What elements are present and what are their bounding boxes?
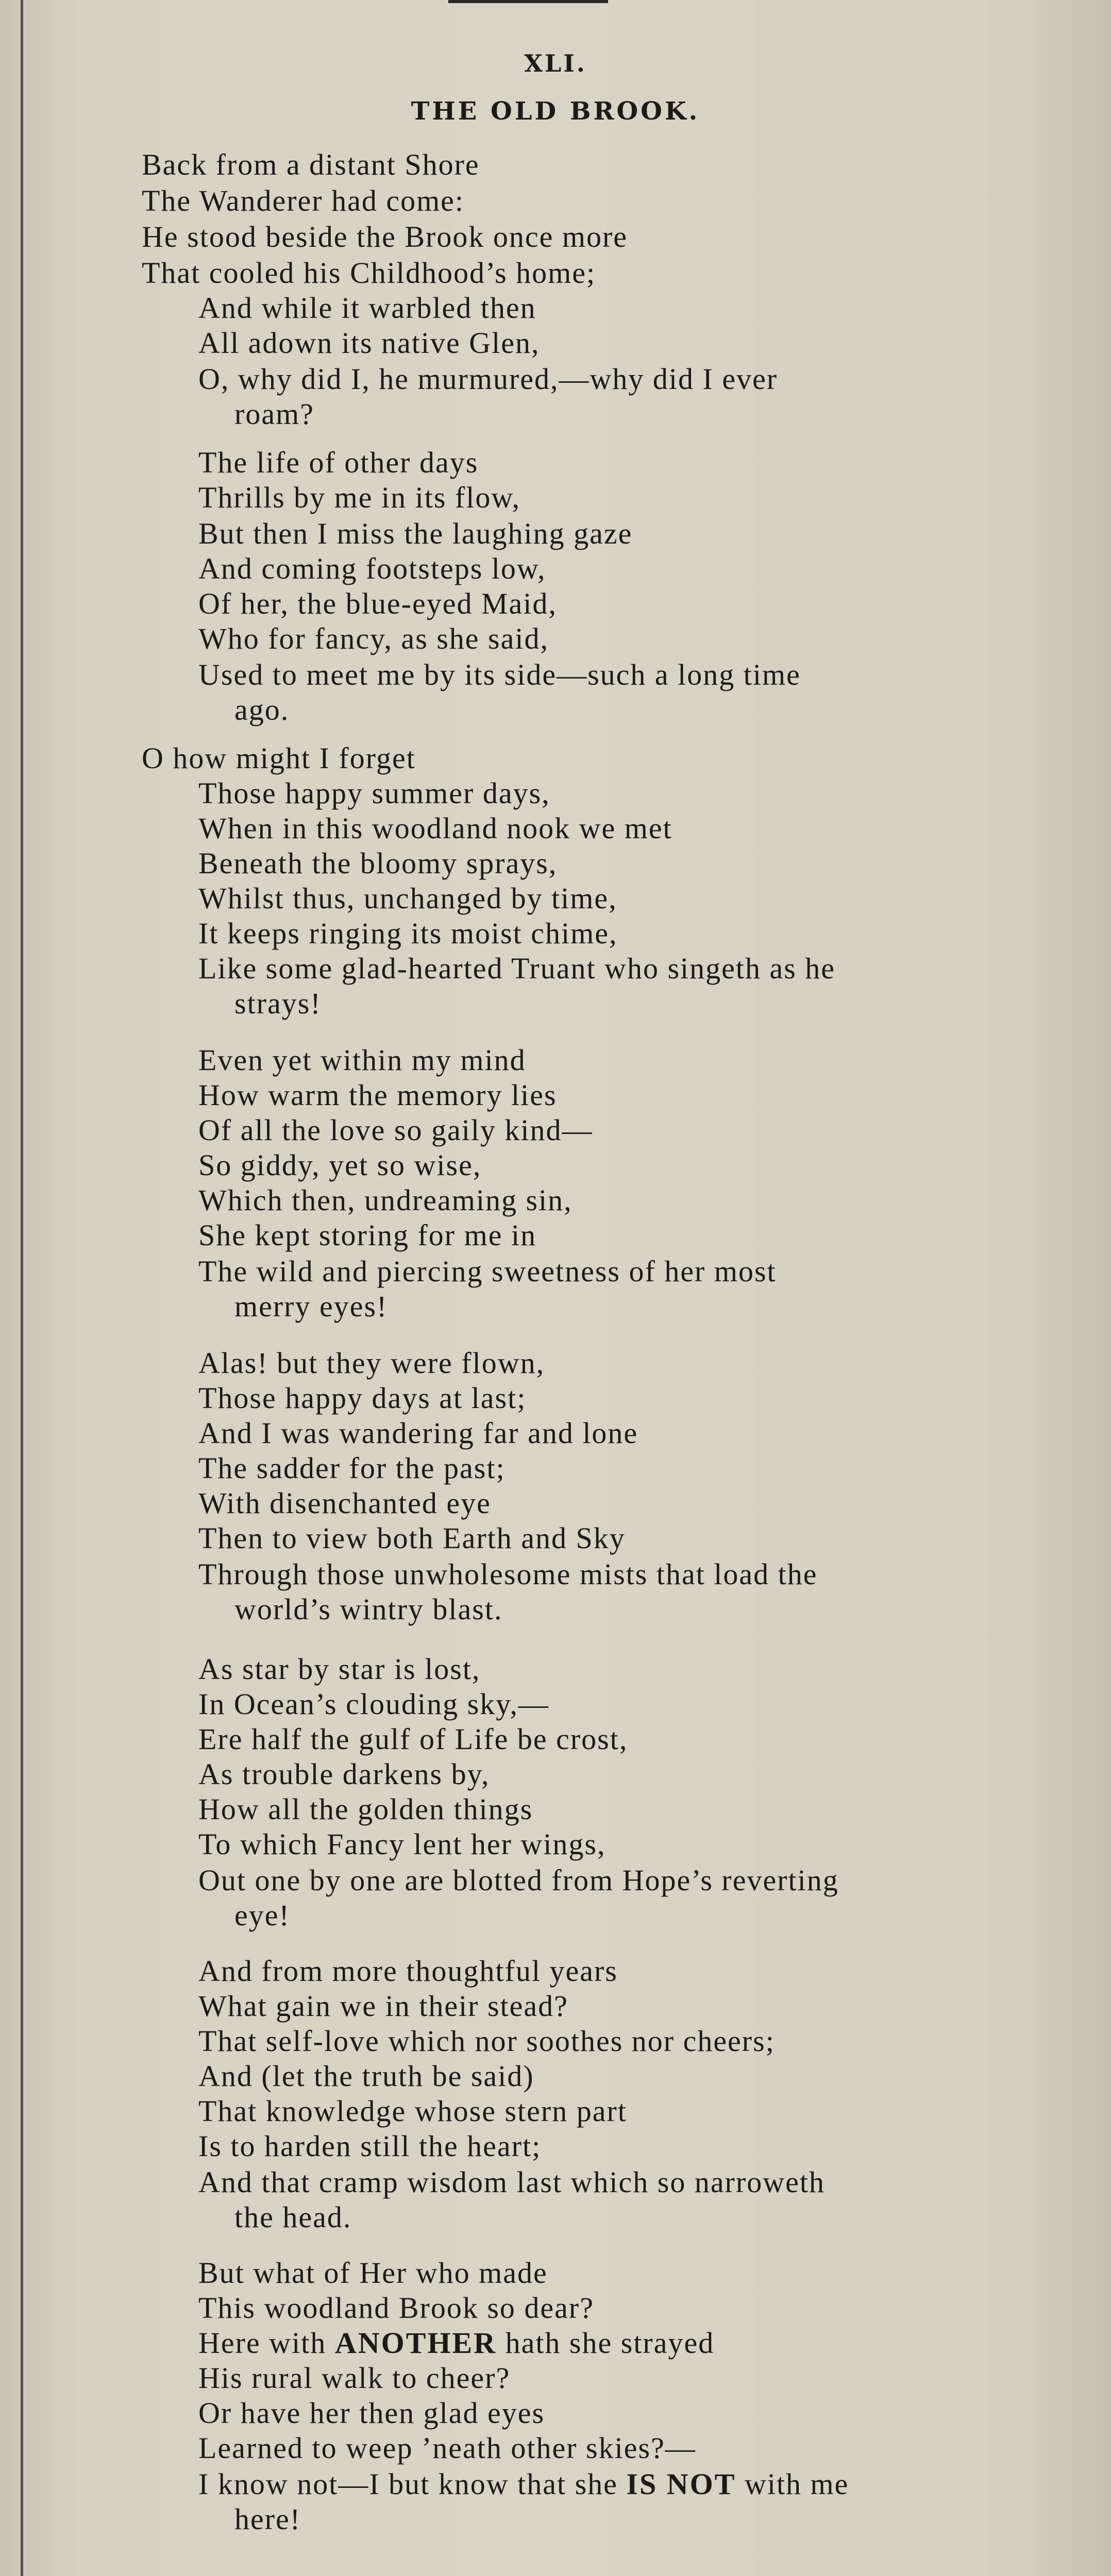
poem-line: The wild and piercing sweetness of her most [198,1255,777,1288]
poem-line: When in this woodland nook we met [198,811,672,845]
poem-line: And I was wandering far and lone [198,1416,638,1450]
poem-line [198,2469,849,2500]
poem-line: Used to meet me by its side—such a long time [198,658,801,691]
poem-line: Which then, undreaming sin, [198,1183,573,1217]
poem-title: THE OLD BROOK. [411,97,700,126]
poem-line: Alas! but they were flown, [198,1346,545,1380]
poem-line: That cooled his Childhood’s home; [142,256,596,290]
line-text: with me [736,2467,849,2501]
poem-line: Learned to weep ’neath other skies?— [198,2431,696,2465]
poem-line: How warm the memory lies [198,1078,557,1112]
line-text: I know not—I but know that she [198,2467,627,2501]
poem-line: Who for fancy, as she said, [198,622,549,655]
poem-line: The Wanderer had come: [142,184,465,217]
poem-line: strays! [234,987,322,1020]
poem-line: But what of Her who made [198,2256,548,2290]
poem-line: As star by star is lost, [198,1652,481,1686]
poem-line: His rural walk to cheer? [198,2361,511,2395]
poem-line: the head. [234,2200,352,2234]
poem-line: But then I miss the laughing gaze [198,517,633,550]
poem-line: How all the golden things [198,1792,533,1826]
poem-line: Beneath the bloomy sprays, [198,846,558,880]
poem-line: ago. [234,693,290,726]
poem-line: Thrills by me in its flow, [198,481,520,514]
poem-line: He stood beside the Brook once more [142,220,628,253]
poem-line: Like some glad-hearted Truant who singeth as he [198,952,836,985]
poem-line: roam? [234,397,314,431]
poem-line [198,2328,714,2359]
poem-line: This woodland Brook so dear? [198,2291,594,2325]
poem-line: The sadder for the past; [198,1451,506,1485]
poem-line: Of her, the blue-eyed Maid, [198,587,557,620]
poem-line: And while it warbled then [198,291,536,325]
poem-line: eye! [234,1899,290,1932]
poem-line: The life of other days [198,446,479,479]
line-text: hath she strayed [497,2326,715,2360]
poem-line: All adown its native Glen, [198,326,540,360]
emphasis-is-not: IS NOT [626,2467,736,2501]
poem-line: Whilst thus, unchanged by time, [198,882,617,915]
line-text: Here with [198,2326,335,2360]
poem-line: world’s wintry blast. [234,1592,503,1626]
poem-line: Those happy summer days, [198,776,550,810]
poem-line: Of all the love so gaily kind— [198,1113,593,1147]
poem-line: Is to harden still the heart; [198,2129,542,2163]
poem-line: So giddy, yet so wise, [198,1148,482,1182]
poem-number: XLI. [524,49,587,77]
poem-line: Ere half the gulf of Life be crost, [198,1722,628,1756]
poem-line: Or have her then glad eyes [198,2396,545,2430]
poem-line: It keeps ringing its moist chime, [198,917,618,950]
poem-line: merry eyes! [234,1290,388,1323]
poem-line: And (let the truth be said) [198,2059,534,2093]
poem-line: In Ocean’s clouding sky,— [198,1687,549,1721]
poem-line: Then to view both Earth and Sky [198,1521,626,1555]
poem-line: And coming footsteps low, [198,552,546,585]
poem-line: O how might I forget [142,741,416,775]
poem-line: O, why did I, he murmured,—why did I ever [198,362,778,396]
poem-line: As trouble darkens by, [198,1757,490,1791]
poem-line: With disenchanted eye [198,1486,491,1520]
poem-line: And that cramp wisdom last which so narroweth [198,2165,825,2199]
poem-line: That self-love which nor soothes nor cheers; [198,2024,775,2058]
poem-line: She kept storing for me in [198,1218,537,1252]
poem-line: That knowledge whose stern part [198,2094,627,2128]
poem-line: Back from a distant Shore [142,148,480,181]
poem-line: Through those unwholesome mists that load the [198,1557,818,1591]
poem-line: What gain we in their stead? [198,1989,568,2023]
poem-line: Out one by one are blotted from Hope’s reverting [198,1863,839,1897]
emphasis-another: ANOTHER [334,2326,497,2360]
poem-line: Even yet within my mind [198,1043,526,1077]
poem-line: To which Fancy lent her wings, [198,1827,606,1861]
poem-line: And from more thoughtful years [198,1954,618,1988]
poem-line: here! [234,2502,301,2536]
poem-line: Those happy days at last; [198,1381,527,1415]
